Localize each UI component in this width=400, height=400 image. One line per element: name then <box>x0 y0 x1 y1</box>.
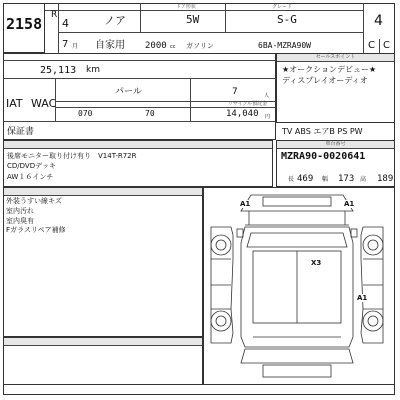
option-line-2: CD/DVDデッキ <box>7 162 56 170</box>
model-code: 6BA-MZRA90W <box>258 41 311 50</box>
aircon-type: WAC <box>31 97 57 110</box>
auction-score: 4 <box>374 13 383 29</box>
warranty: 保証書 <box>7 127 35 137</box>
exterior-grade: C <box>383 40 390 51</box>
option-line-1: 後席モニター取り付け有り V14T-R72R <box>7 152 137 160</box>
door-label: ドア形状 <box>176 4 196 10</box>
length: 469 <box>297 174 314 184</box>
equipment-list: TV ABS エアB PS PW <box>282 127 363 136</box>
inspector-header <box>4 188 202 196</box>
mileage-unit: km <box>86 65 100 75</box>
selling-points-header: セールスポイント <box>277 54 394 62</box>
displacement-unit: cc <box>170 44 176 50</box>
seats-unit: 人 <box>264 93 270 99</box>
month: 7 <box>62 39 69 50</box>
width-prefix: 幅 <box>322 176 329 183</box>
height-prefix: 高 <box>360 176 367 183</box>
damage-marker-front-left: A1 <box>240 200 251 208</box>
recycle-unit: 円 <box>265 114 271 120</box>
selling-point-1: ★オークションデビュー★ <box>282 65 377 74</box>
usage: 自家用 <box>95 40 125 51</box>
inspector-note-3: 室内臭有 <box>6 217 34 225</box>
fuel-type: ガソリン <box>186 42 214 50</box>
shift-type: IAT <box>6 97 23 110</box>
options-header <box>4 141 272 149</box>
mileage: 25,113 <box>40 65 77 76</box>
color-number: 070 <box>78 109 93 118</box>
selling-point-2: ディスプレイオーディオ <box>282 76 368 85</box>
damage-marker-front-right: A1 <box>344 200 355 208</box>
color-number-suffix: 70 <box>145 109 155 118</box>
chassis-number: MZRA90-0020641 <box>281 151 366 162</box>
damage-marker-roof: X3 <box>311 259 322 267</box>
width: 173 <box>338 174 355 184</box>
displacement: 2000 <box>145 41 167 51</box>
body-color: パール <box>115 87 142 97</box>
chassis-header: 車台番号 <box>277 141 394 149</box>
grade-label: グレード <box>272 4 293 10</box>
recycle-label: リサイクル預託金 <box>228 101 268 107</box>
year-prefix: R <box>51 10 58 20</box>
recycle-fee: 14,040 <box>226 109 259 119</box>
year: 4 <box>62 17 69 30</box>
month-unit: 月 <box>72 43 79 50</box>
seats: 7 <box>232 87 238 97</box>
selling-points-box <box>276 53 395 123</box>
door-type: 5W <box>186 13 200 26</box>
length-prefix: 長 <box>288 176 295 183</box>
height: 189 <box>377 174 394 184</box>
car-diagram <box>203 187 395 385</box>
model-name: ノア <box>104 14 126 27</box>
inspector-note-1: 外装うすい線キズ <box>6 197 62 205</box>
inspector-note-2: 室内汚れ <box>6 207 34 215</box>
interior-grade: C <box>368 40 375 51</box>
grade: S-G <box>277 13 297 26</box>
option-line-3: AW１６インチ <box>7 173 54 181</box>
damage-marker-right-side: A1 <box>357 294 368 302</box>
lot-number: 2158 <box>6 15 43 33</box>
bottom-notes-header <box>4 338 202 346</box>
inspector-note-4: Fガラスリペア補修 <box>6 226 66 234</box>
